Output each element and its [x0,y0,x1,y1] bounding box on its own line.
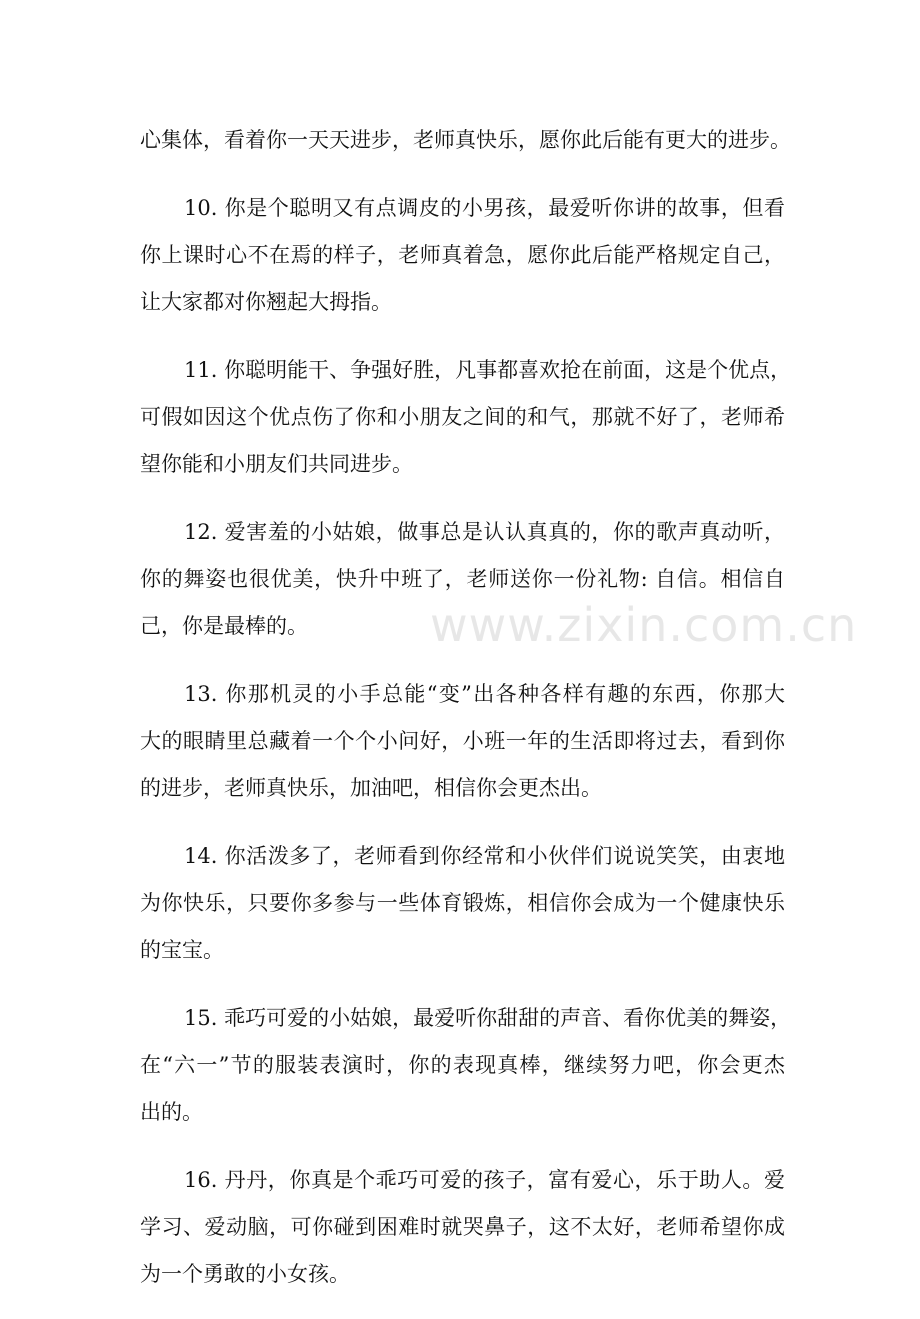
text-line: 己，你是最棒的。 [140,614,308,638]
paragraph-item-14 [140,833,785,974]
text-line: 你的舞姿也很优美，快升中班了，老师送你一份礼物: 自信。相信自 [140,567,785,591]
paragraph-continuation [140,117,791,164]
text-line: 你上课时心不在焉的样子，老师真着急，愿你此后能严格规定自己， [140,243,785,267]
watermark-text: www.zixin.com.cn [430,598,858,652]
text-line: 在“六一”节的服装表演时，你的表现真棒，继续努力吧，你会更杰 [140,1053,785,1077]
text-line: 14. 你活泼多了，老师看到你经常和小伙伴们说说笑笑，由衷地 [184,844,785,868]
paragraph-item-10 [140,185,785,326]
text-line: 11. 你聪明能干、争强好胜，凡事都喜欢抢在前面，这是个优点， [184,358,792,382]
text-line: 16. 丹丹，你真是个乖巧可爱的孩子，富有爱心，乐于助人。爱 [184,1168,785,1192]
text-line: 为你快乐，只要你多参与一些体育锻炼，相信你会成为一个健康快乐 [140,891,785,915]
text-line: 12. 爱害羞的小姑娘，做事总是认认真真的，你的歌声真动听， [184,520,785,544]
document-text [140,117,792,1319]
text-line: 心集体，看着你一天天进步，老师真快乐，愿你此后能有更大的进步。 [140,128,791,152]
text-line: 望你能和小朋友们共同进步。 [140,452,413,476]
paragraph-item-13 [140,671,785,812]
text-line: 出的。 [140,1100,203,1124]
text-line: 的进步，老师真快乐，加油吧，相信你会更杰出。 [140,776,602,800]
paragraph-item-11 [140,347,792,488]
paragraph-item-15 [140,995,792,1136]
text-line: 15. 乖巧可爱的小姑娘，最爱听你甜甜的声音、看你优美的舞姿， [184,1006,792,1030]
text-line: 13. 你那机灵的小手总能“变”出各种各样有趣的东西，你那大 [184,682,785,706]
text-line: 的宝宝。 [140,938,224,962]
text-line: 大的眼睛里总藏着一个个小问好，小班一年的生活即将过去，看到你 [140,729,785,753]
text-line: 为一个勇敢的小女孩。 [140,1262,350,1286]
text-line: 可假如因这个优点伤了你和小朋友之间的和气，那就不好了，老师希 [140,405,785,429]
text-line: 10. 你是个聪明又有点调皮的小男孩，最爱听你讲的故事，但看 [184,196,785,220]
text-line: 让大家都对你翘起大拇指。 [140,290,392,314]
paragraph-item-16 [140,1157,785,1298]
text-line: 学习、爱动脑，可你碰到困难时就哭鼻子，这不太好，老师希望你成 [140,1215,785,1239]
